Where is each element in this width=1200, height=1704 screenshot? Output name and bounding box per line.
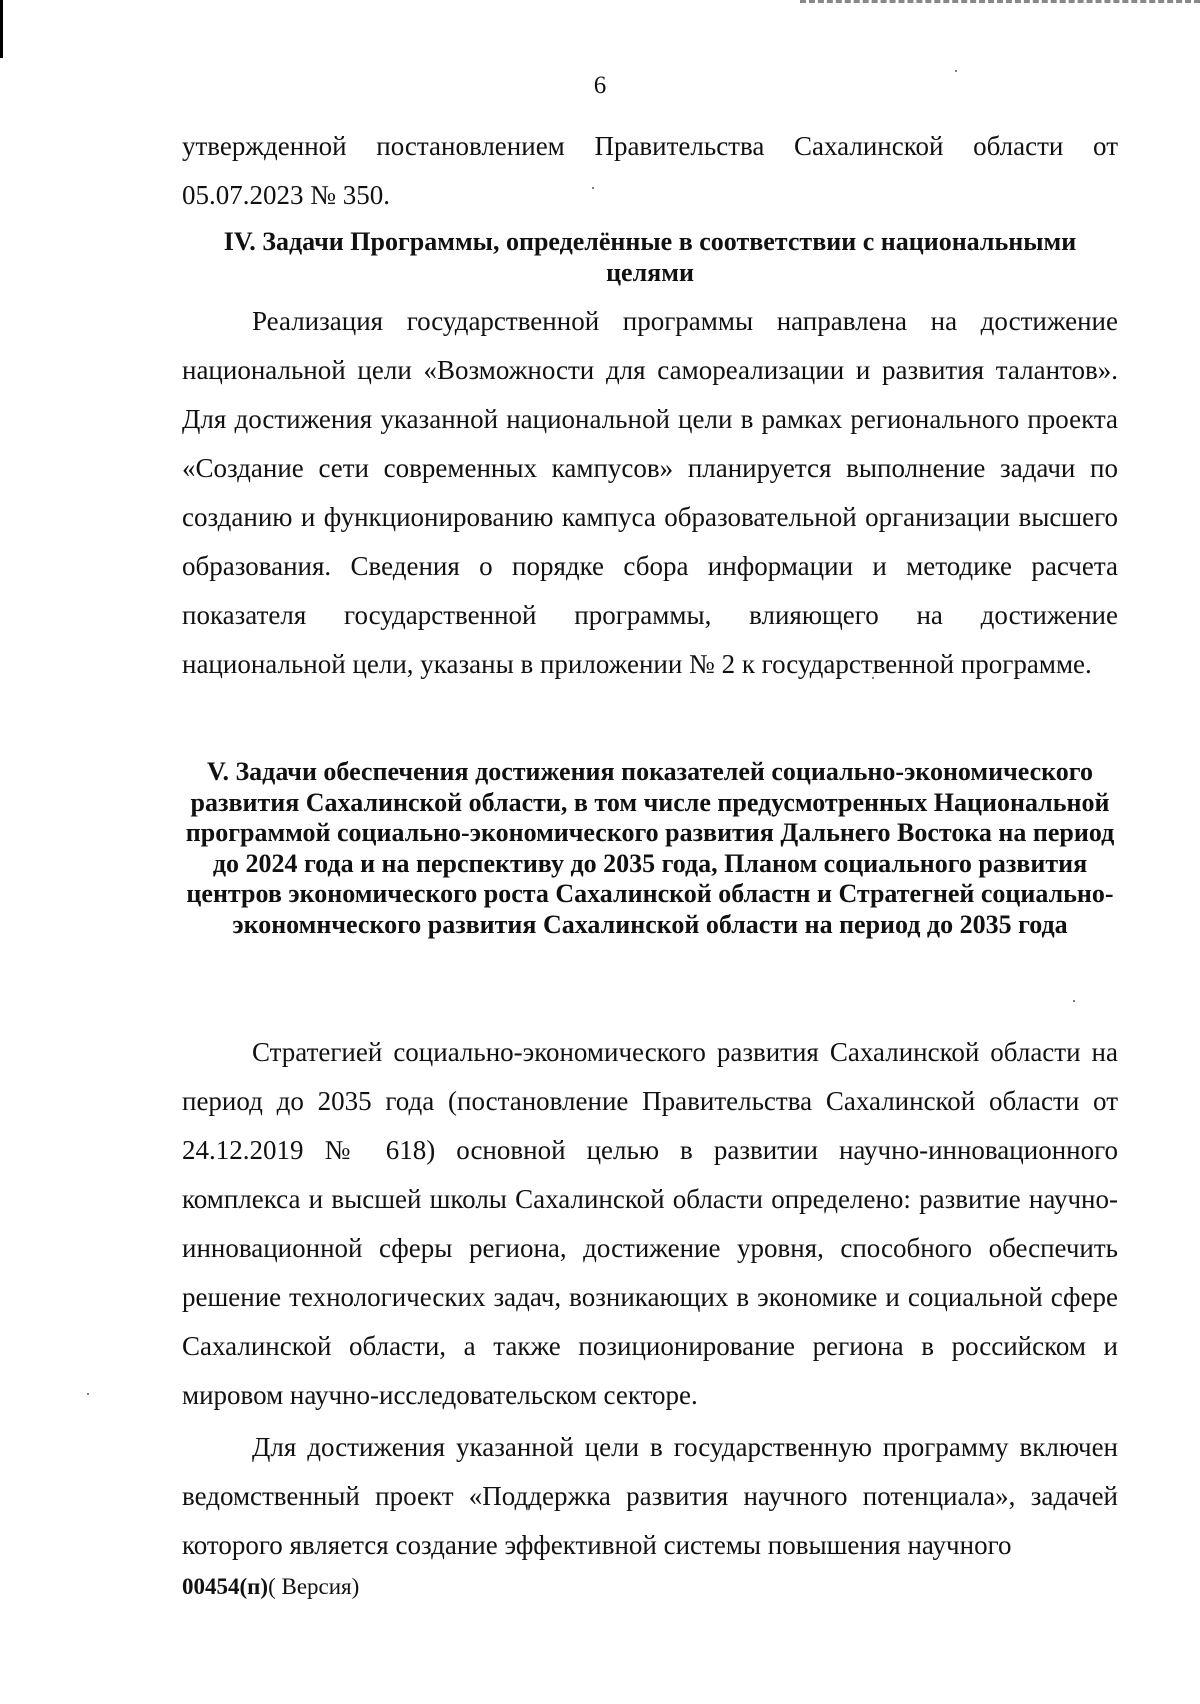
page-number: 6: [593, 72, 607, 99]
paragraph-continuation: утвержденной постановлением Правительства Сахалинской области от 05.07.2023 № 350.: [182, 131, 1118, 210]
scan-speck: [87, 1393, 89, 1395]
paragraph-strategy: Стратегией социально-экономического развития Сахалинской области на период до 2035 года (постановление Правительства Сахалинской области от 24.12.2019 № 618) основной целью в развитии научно-инновационного комплекса и высшей школы Сахалинской области определено: развитие научно-инновационной сферы региона, достижение уровня, способного обеспечить решение технологических задач, возникающих в экономике и социальной сфере Сахалинской области, а также позиционирование региона в российском и мировом научно-исследовательском секторе.: [182, 1037, 1118, 1410]
scan-top-dashes: [800, 0, 1200, 3]
paragraph-national-goal: Реализация государственной программы направлена на достижение национальной цели «Возможности для самореализации и развития талантов». Для достижения указанной национальной цели в рамках регионального проекта «Создание сети современных кампусов» планируется выполнение задачи по созданию и функционированию кампуса образовательной организации высшего образования. Сведения о порядке сбора информации и методике расчета показателя государственной программы, влияющего на достижение национальной цели, указаны в приложении № 2 к государственной программе.: [182, 306, 1118, 679]
scan-edge-mark: [0, 0, 3, 58]
document-version: ( Версия): [268, 1574, 360, 1599]
document-footer: [182, 1572, 359, 1602]
section-heading-v: V. Задачи обеспечения достижения показателей социально-экономического развития Сахалинской области, в том числе предусмотренных Национальной программой социально-экономического развития Дальнего Востока на период до 2024 года и на перспективу до 2035 года, Планом социального развития центров экономического роста Сахалинской областн и Стратегней социально-экономнческого развития Сахалинской области на период до 2035 года: [185, 757, 1115, 939]
document-code: 00454(п): [182, 1574, 269, 1599]
section-heading-iv: IV. Задачи Программы, определённые в соответствии с национальными целями: [223, 227, 1077, 287]
scan-speck: [1073, 1000, 1075, 1002]
paragraph-departmental-project: Для достижения указанной цели в государственную программу включен ведомственный проект «Поддержка развития научного потенциала», задачей которого является создание эффективной системы повышения научного: [182, 1432, 1118, 1560]
